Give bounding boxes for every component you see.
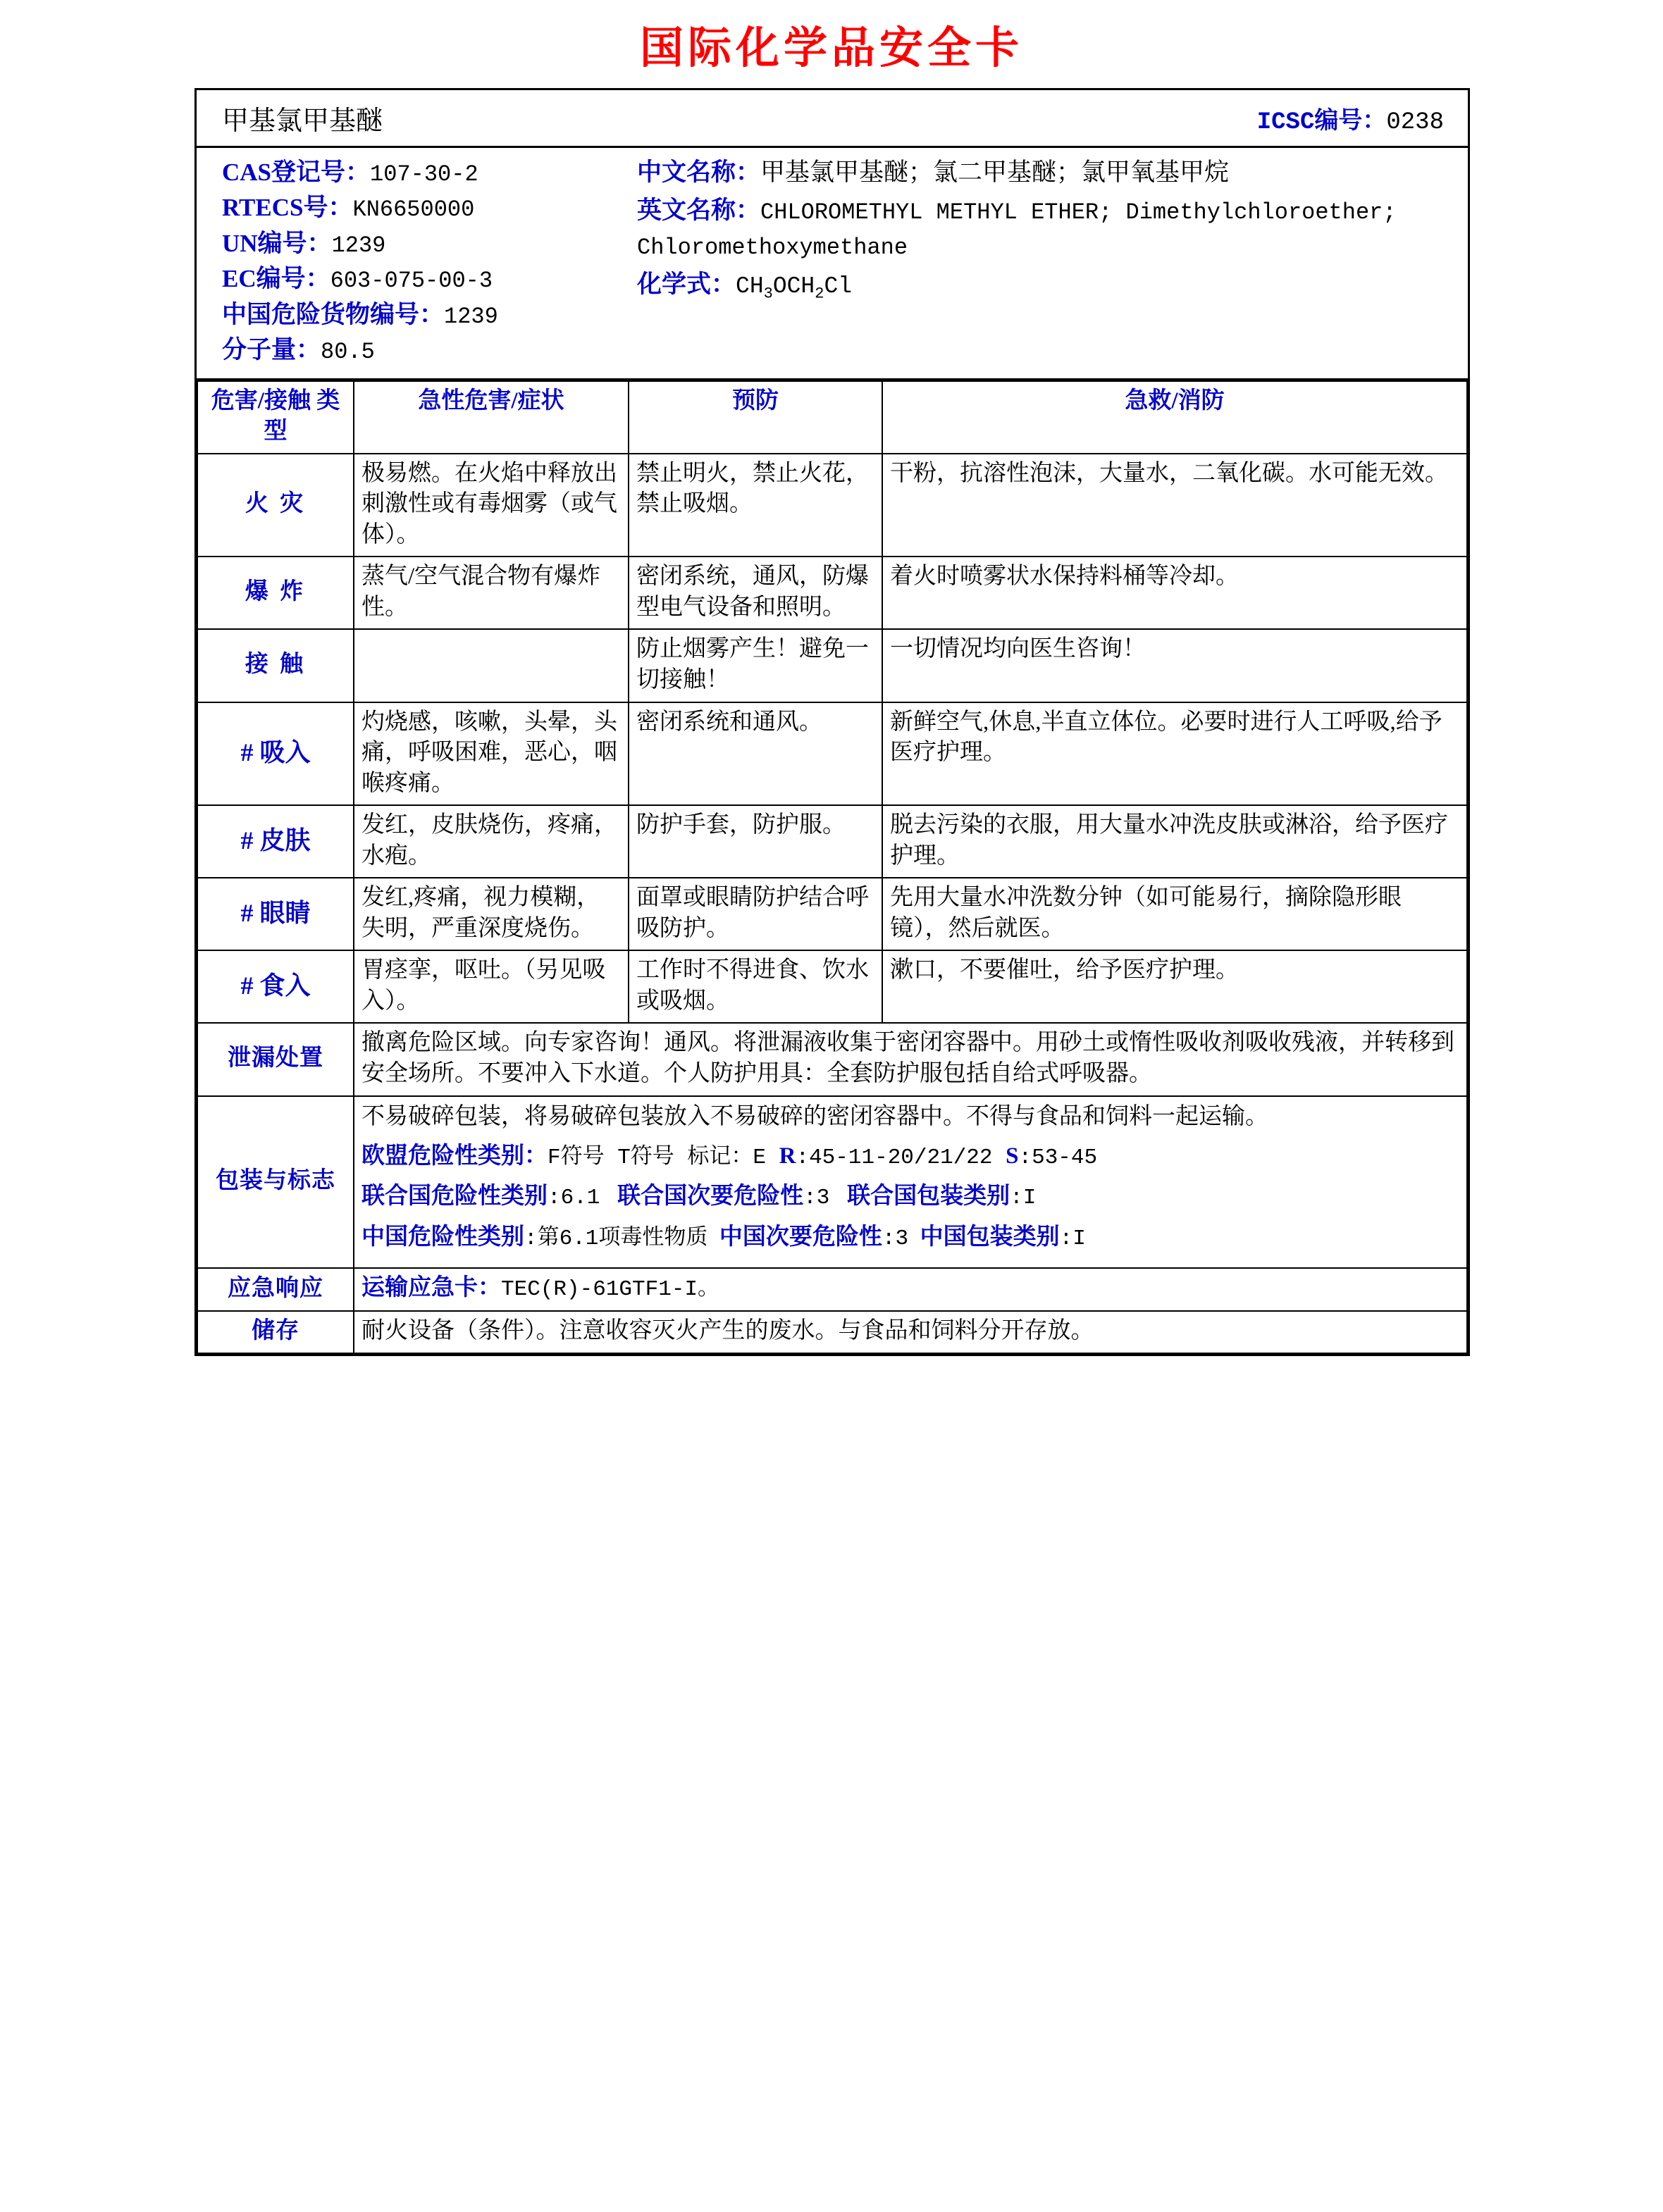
rtecs-row — [222, 190, 637, 225]
col-header-symptoms: 急性危害/症状 — [354, 381, 629, 454]
emergency-content — [354, 1268, 1467, 1311]
un-sub-label: 联合国次要危险性 — [617, 1183, 804, 1210]
rtecs-value: KN6650000 — [352, 197, 475, 223]
cas-label: CAS登记号： — [222, 159, 371, 186]
icsc-label: ICSC编号： — [1256, 108, 1387, 136]
cn-sub-value: :3 — [882, 1226, 909, 1251]
english-name-block — [637, 193, 1454, 264]
explosion-symptoms: 蒸气/空气混合物有爆炸性。 — [354, 557, 629, 629]
row-category-fire: 火 灾 — [197, 454, 354, 557]
fire-firstaid: 干粉，抗溶性泡沫，大量水，二氧化碳。水可能无效。 — [882, 454, 1467, 557]
packaging-row — [197, 1096, 1467, 1269]
un-row — [222, 226, 637, 261]
skin-prevention: 防护手套，防护服。 — [629, 805, 882, 878]
table-row — [197, 454, 1467, 557]
inhalation-prevention: 密闭系统和通风。 — [629, 702, 882, 806]
eyes-prevention: 面罩或眼睛防护结合呼吸防护。 — [629, 878, 882, 950]
eu-class-label: 欧盟危险性类别： — [361, 1143, 548, 1169]
page-title: 国际化学品安全卡 — [639, 24, 1023, 73]
row-category-packaging: 包装与标志 — [197, 1096, 354, 1269]
cn-dangerous-goods-value: 1239 — [444, 303, 498, 330]
english-name-label: 英文名称： — [637, 196, 761, 224]
un-value: 1239 — [331, 232, 386, 259]
identification-block — [197, 148, 1468, 380]
eyes-symptoms: 发红,疼痛，视力模糊，失明，严重深度烧伤。 — [354, 878, 629, 950]
skin-firstaid: 脱去污染的衣服，用大量水冲洗皮肤或淋浴，给予医疗护理。 — [882, 805, 1467, 878]
cn-class-label: 中国危险性类别 — [361, 1224, 524, 1250]
row-category-ingestion: # 食入 — [197, 950, 354, 1023]
eu-s-label: S — [1006, 1143, 1019, 1169]
eu-s-value: :53-45 — [1018, 1145, 1098, 1170]
table-row — [197, 805, 1467, 878]
rtecs-label: RTECS号： — [222, 194, 353, 222]
storage-row — [197, 1311, 1467, 1353]
icsc-value: 0238 — [1386, 108, 1444, 136]
emergency-row — [197, 1268, 1467, 1311]
hazards-table — [197, 380, 1468, 1354]
table-header-row — [197, 381, 1467, 454]
cn-class-value: :第6.1项毒性物质 — [524, 1226, 708, 1251]
un-class-value: :6.1 — [548, 1186, 600, 1211]
chinese-name-label: 中文名称： — [637, 159, 761, 186]
col-header-firstaid: 急救/消防 — [882, 381, 1467, 454]
row-category-exposure: 接 触 — [197, 629, 354, 702]
cn-pack-label: 中国包装类别 — [920, 1224, 1060, 1250]
row-category-explosion: 爆 炸 — [197, 557, 354, 629]
formula-label: 化学式： — [637, 270, 736, 298]
exposure-firstaid: 一切情况均向医生咨询！ — [882, 629, 1467, 702]
table-row — [197, 878, 1467, 950]
eu-r-label: R — [779, 1143, 796, 1169]
table-row — [197, 557, 1467, 629]
icsc-number-block — [1257, 92, 1468, 144]
un-sub-value: :3 — [803, 1186, 830, 1211]
formula-block — [637, 267, 1454, 305]
ingestion-symptoms: 胃痉挛，呕吐。（另见吸入）。 — [354, 950, 629, 1023]
inhalation-symptoms: 灼烧感，咳嗽，头晕，头痛，呼吸困难，恶心，咽喉疼痛。 — [354, 702, 629, 806]
table-row — [197, 702, 1467, 806]
ec-row — [222, 261, 637, 297]
molecular-weight-row — [222, 333, 637, 368]
un-pack-label: 联合国包装类别 — [847, 1183, 1010, 1210]
packaging-content — [354, 1096, 1467, 1269]
ec-label: EC编号： — [222, 265, 330, 293]
un-pack-value: :I — [1010, 1186, 1037, 1211]
exposure-symptoms — [354, 629, 629, 702]
eyes-firstaid: 先用大量水冲洗数分钟（如可能易行，摘除隐形眼镜），然后就医。 — [882, 878, 1467, 950]
cn-dangerous-goods-row — [222, 297, 637, 333]
emergency-label: 运输应急卡： — [361, 1275, 501, 1301]
inhalation-firstaid: 新鲜空气,休息,半直立体位。必要时进行人工呼吸,给予医疗护理。 — [882, 702, 1467, 806]
packaging-eu-line — [361, 1141, 1459, 1173]
row-category-storage: 储存 — [197, 1311, 354, 1353]
chinese-name-value: 甲基氯甲基醚；氯二甲基醚；氯甲氧基甲烷 — [760, 159, 1230, 186]
ingestion-prevention: 工作时不得进食、饮水或吸烟。 — [629, 950, 882, 1023]
un-class-label: 联合国危险性类别 — [361, 1183, 548, 1210]
substance-name: 甲基氯甲基醚 — [222, 106, 383, 136]
formula-value: $CH_3OCH_2Cl$ — [736, 273, 853, 303]
spillage-text: 撤离危险区域。向专家咨询！通风。将泄漏液收集于密闭容器中。用砂土或惰性吸收剂吸收残液，并转移到安全场所。不要冲入下水道。个人防护用具：全套防护服包括自给式呼吸器。 — [354, 1023, 1467, 1095]
table-row — [197, 950, 1467, 1023]
exposure-prevention: 防止烟雾产生！避免一切接触！ — [629, 629, 882, 702]
chinese-name-block — [637, 155, 1454, 190]
explosion-firstaid: 着火时喷雾状水保持料桶等冷却。 — [882, 557, 1467, 629]
molecular-weight-value: 80.5 — [321, 339, 375, 366]
skin-symptoms: 发红，皮肤烧伤，疼痛，水疱。 — [354, 805, 629, 878]
molecular-weight-label: 分子量： — [222, 336, 321, 364]
card-header — [197, 90, 1468, 148]
fire-prevention: 禁止明火，禁止火花，禁止吸烟。 — [629, 454, 882, 557]
packaging-cn-line — [361, 1222, 1459, 1254]
row-category-emergency: 应急响应 — [197, 1268, 354, 1311]
row-category-inhalation: # 吸入 — [197, 702, 354, 806]
identification-left — [197, 155, 637, 368]
emergency-value: TEC(R)-61GTF1-I。 — [501, 1277, 720, 1303]
english-name-value: CHLOROMETHYL METHYL ETHER; Dimethylchloroether; Chloromethoxymethane — [637, 199, 1397, 261]
cas-value: 107-30-2 — [370, 161, 478, 187]
cn-pack-value: :I — [1059, 1226, 1086, 1251]
eu-r-value: :45-11-20/21/22 — [796, 1145, 1006, 1170]
cas-row — [222, 155, 637, 190]
table-row — [197, 629, 1467, 702]
eu-class-value: F符号 T符号 标记：E — [548, 1145, 779, 1170]
explosion-prevention: 密闭系统，通风，防爆型电气设备和照明。 — [629, 557, 882, 629]
row-category-skin: # 皮肤 — [197, 805, 354, 878]
cn-dangerous-goods-label: 中国危险货物编号： — [222, 300, 445, 328]
icsc-card — [194, 88, 1470, 1356]
identification-right — [637, 155, 1468, 368]
packaging-un-line — [361, 1181, 1459, 1213]
storage-text: 耐火设备（条件）。注意收容灭火产生的废水。与食品和饲料分开存放。 — [354, 1311, 1467, 1353]
fire-symptoms: 极易燃。在火焰中释放出刺激性或有毒烟雾（或气体）。 — [354, 454, 629, 557]
cn-sub-label: 中国次要危险性 — [719, 1224, 882, 1250]
row-category-spillage: 泄漏处置 — [197, 1023, 354, 1095]
ec-value: 603-075-00-3 — [330, 268, 493, 294]
row-category-eyes: # 眼睛 — [197, 878, 354, 950]
col-header-prevention: 预防 — [629, 381, 882, 454]
packaging-line1: 不易破碎包装，将易破碎包装放入不易破碎的密闭容器中。不得与食品和饲料一起运输。 — [361, 1103, 1268, 1129]
ingestion-firstaid: 漱口，不要催吐，给予医疗护理。 — [882, 950, 1467, 1023]
spillage-row — [197, 1023, 1467, 1095]
un-label: UN编号： — [222, 229, 332, 257]
col-header-hazard-type: 危害/接触 类型 — [197, 381, 354, 454]
